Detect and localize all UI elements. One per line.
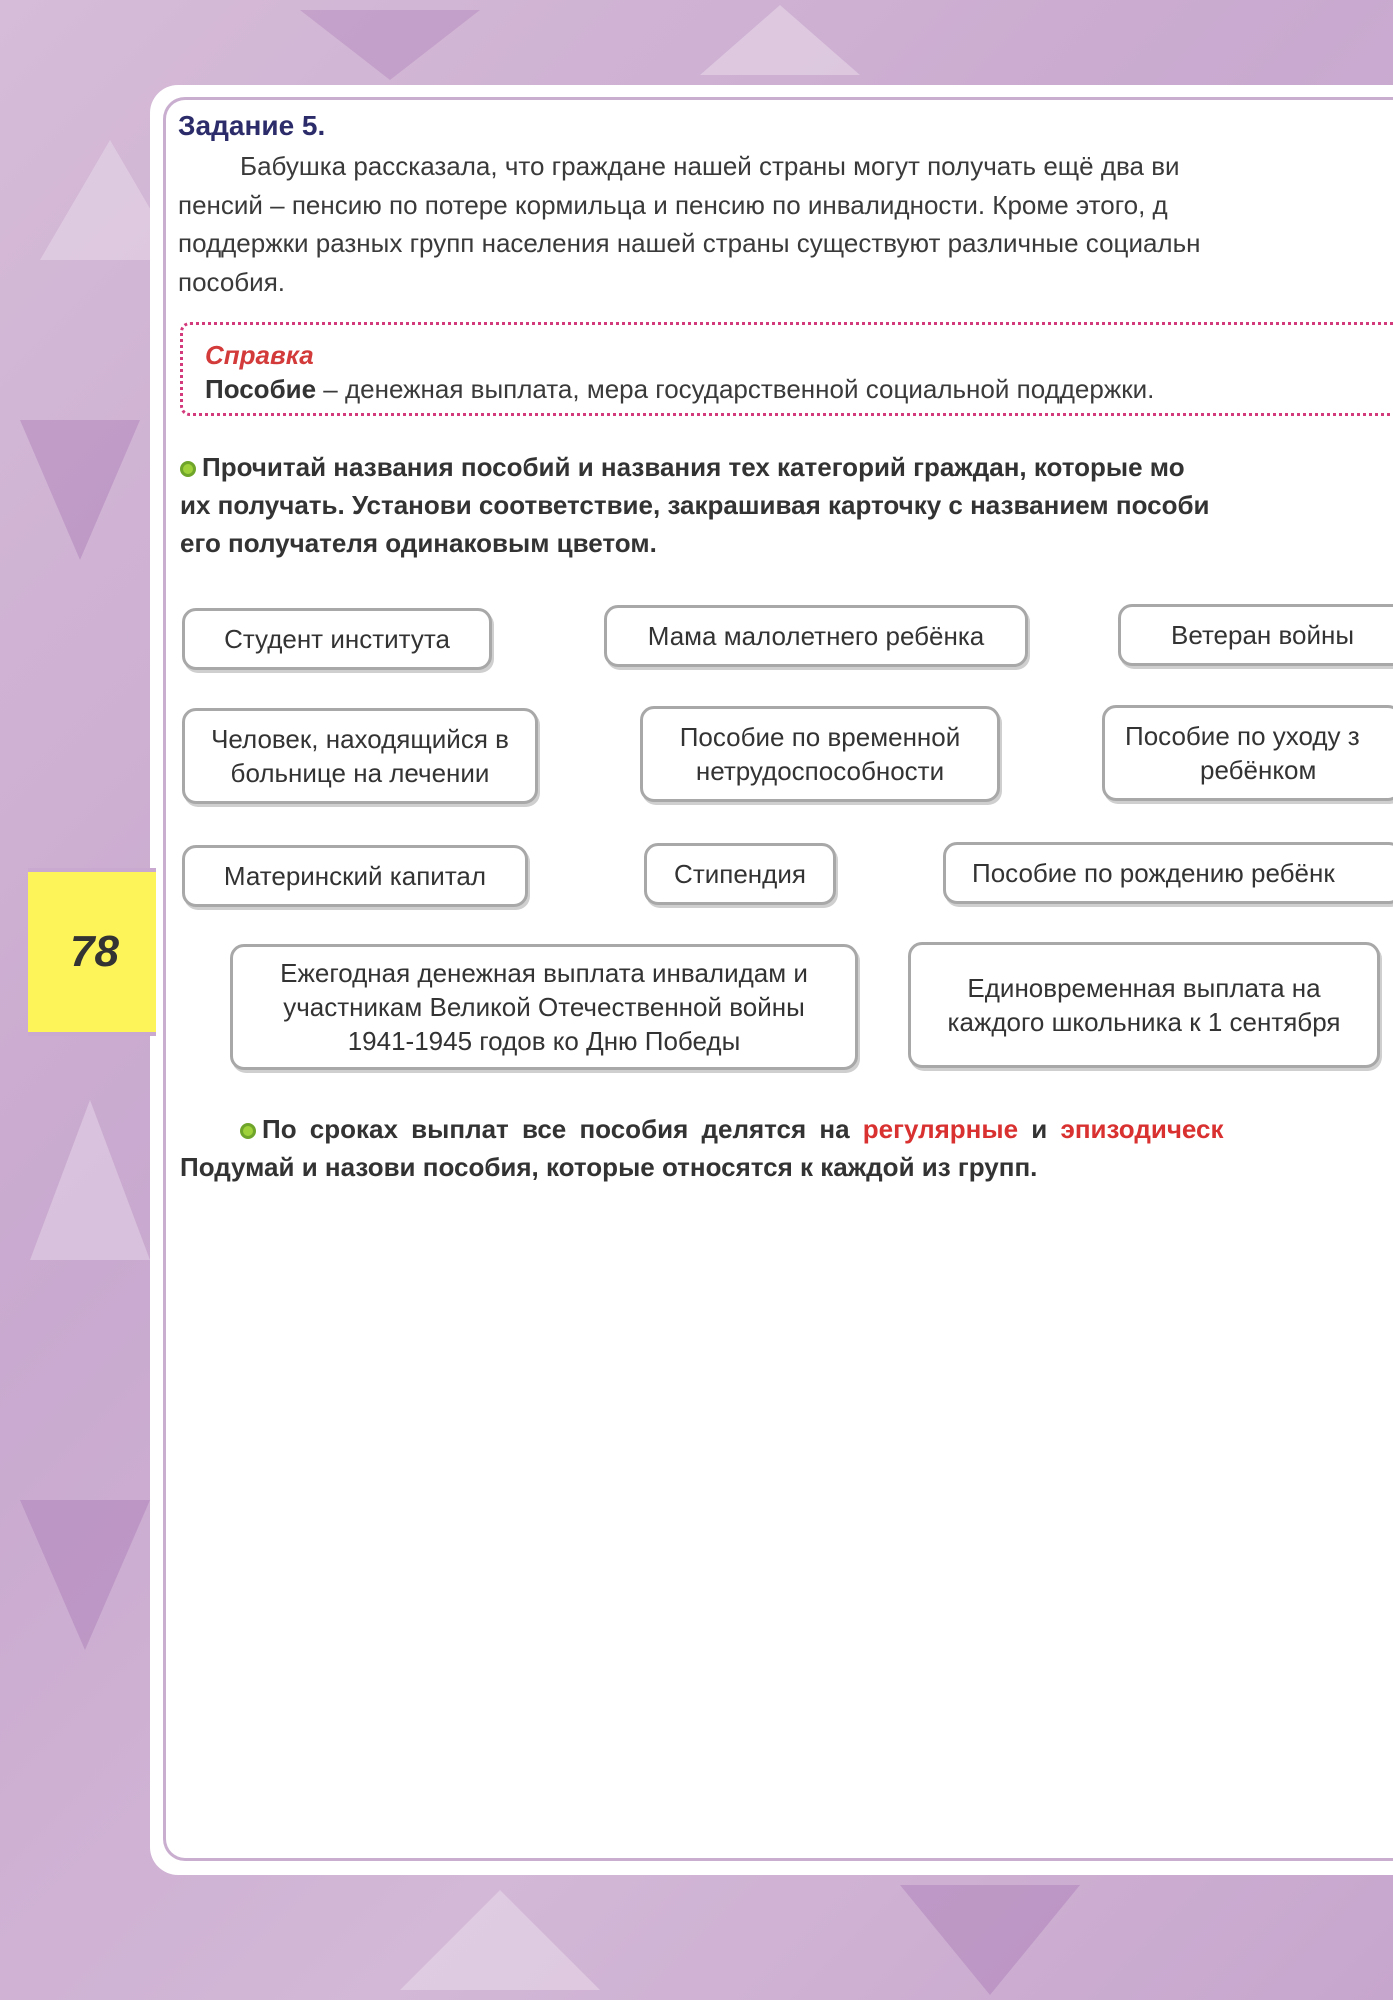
task-paragraph — [178, 147, 1393, 301]
card-veteran[interactable]: Ветеран войны — [1118, 604, 1393, 666]
reference-title: Справка — [205, 340, 314, 370]
decor-triangle — [30, 1100, 150, 1260]
bullet-icon — [180, 461, 196, 477]
card-scholarship[interactable]: Стипендия — [644, 843, 836, 905]
paragraph-line: Бабушка рассказала, что граждане нашей страны могут получать ещё два ви — [240, 151, 1180, 181]
card-student[interactable]: Студент института — [182, 608, 492, 670]
task-title: Задание 5. — [178, 110, 326, 141]
paragraph-line: поддержки разных групп населения нашей страны существуют различные социальн — [178, 228, 1201, 258]
card-school-payment[interactable]: Единовременная выплата на каждого школьника к 1 сентября — [908, 942, 1380, 1068]
decor-triangle — [20, 420, 140, 560]
term-regular: регулярные — [862, 1114, 1019, 1144]
instruction-line: его получателя одинаковым цветом. — [180, 528, 657, 558]
reference-definition: – денежная выплата, мера государственной социальной поддержки. — [316, 374, 1155, 404]
card-annual-veteran-payment[interactable]: Ежегодная денежная выплата инвалидам и участникам Великой Отечественной войны 1941-1945 годов ко Дню Победы — [230, 944, 858, 1070]
page-number: 78 — [70, 927, 119, 976]
term-episodic: эпизодическ — [1060, 1114, 1224, 1144]
card-birth-benefit[interactable]: Пособие по рождению ребёнк — [943, 842, 1393, 904]
reference-term: Пособие — [205, 374, 317, 404]
reference-text — [205, 374, 1154, 405]
instruction-match — [180, 448, 1393, 562]
card-mother[interactable]: Мама малолетнего ребёнка — [604, 605, 1028, 667]
paragraph-line: пособия. — [178, 266, 286, 297]
decor-triangle — [700, 5, 860, 75]
card-childcare-benefit[interactable]: Пособие по уходу з ребёнком — [1102, 705, 1393, 801]
decor-triangle — [900, 1885, 1080, 1995]
instruction-payment-terms: По сроках выплат все пособия делятся на регулярные и эпизодическ Подумай и назови пособия, которые относятся к каждой из групп. — [180, 1110, 1393, 1186]
instruction-line: Прочитай названия пособий и названия тех категорий граждан, которые мо — [202, 452, 1185, 482]
decor-triangle — [300, 10, 480, 80]
card-maternity-capital[interactable]: Материнский капитал — [182, 845, 528, 907]
card-hospital-patient[interactable]: Человек, находящийся в больнице на лечении — [182, 708, 538, 804]
paragraph-line: пенсий – пенсию по потере кормильца и пенсию по инвалидности. Кроме этого, д — [178, 189, 1168, 220]
instruction-line: их получать. Установи соответствие, закрашивая карточку с названием пособи — [180, 490, 1210, 520]
decor-triangle — [20, 1500, 150, 1650]
decor-triangle — [400, 1890, 600, 1990]
bullet-icon — [240, 1123, 256, 1139]
instruction-line: Подумай и назови пособия, которые относятся к каждой из групп. — [180, 1152, 1038, 1182]
card-disability-benefit[interactable]: Пособие по временной нетрудоспособности — [640, 706, 1000, 802]
